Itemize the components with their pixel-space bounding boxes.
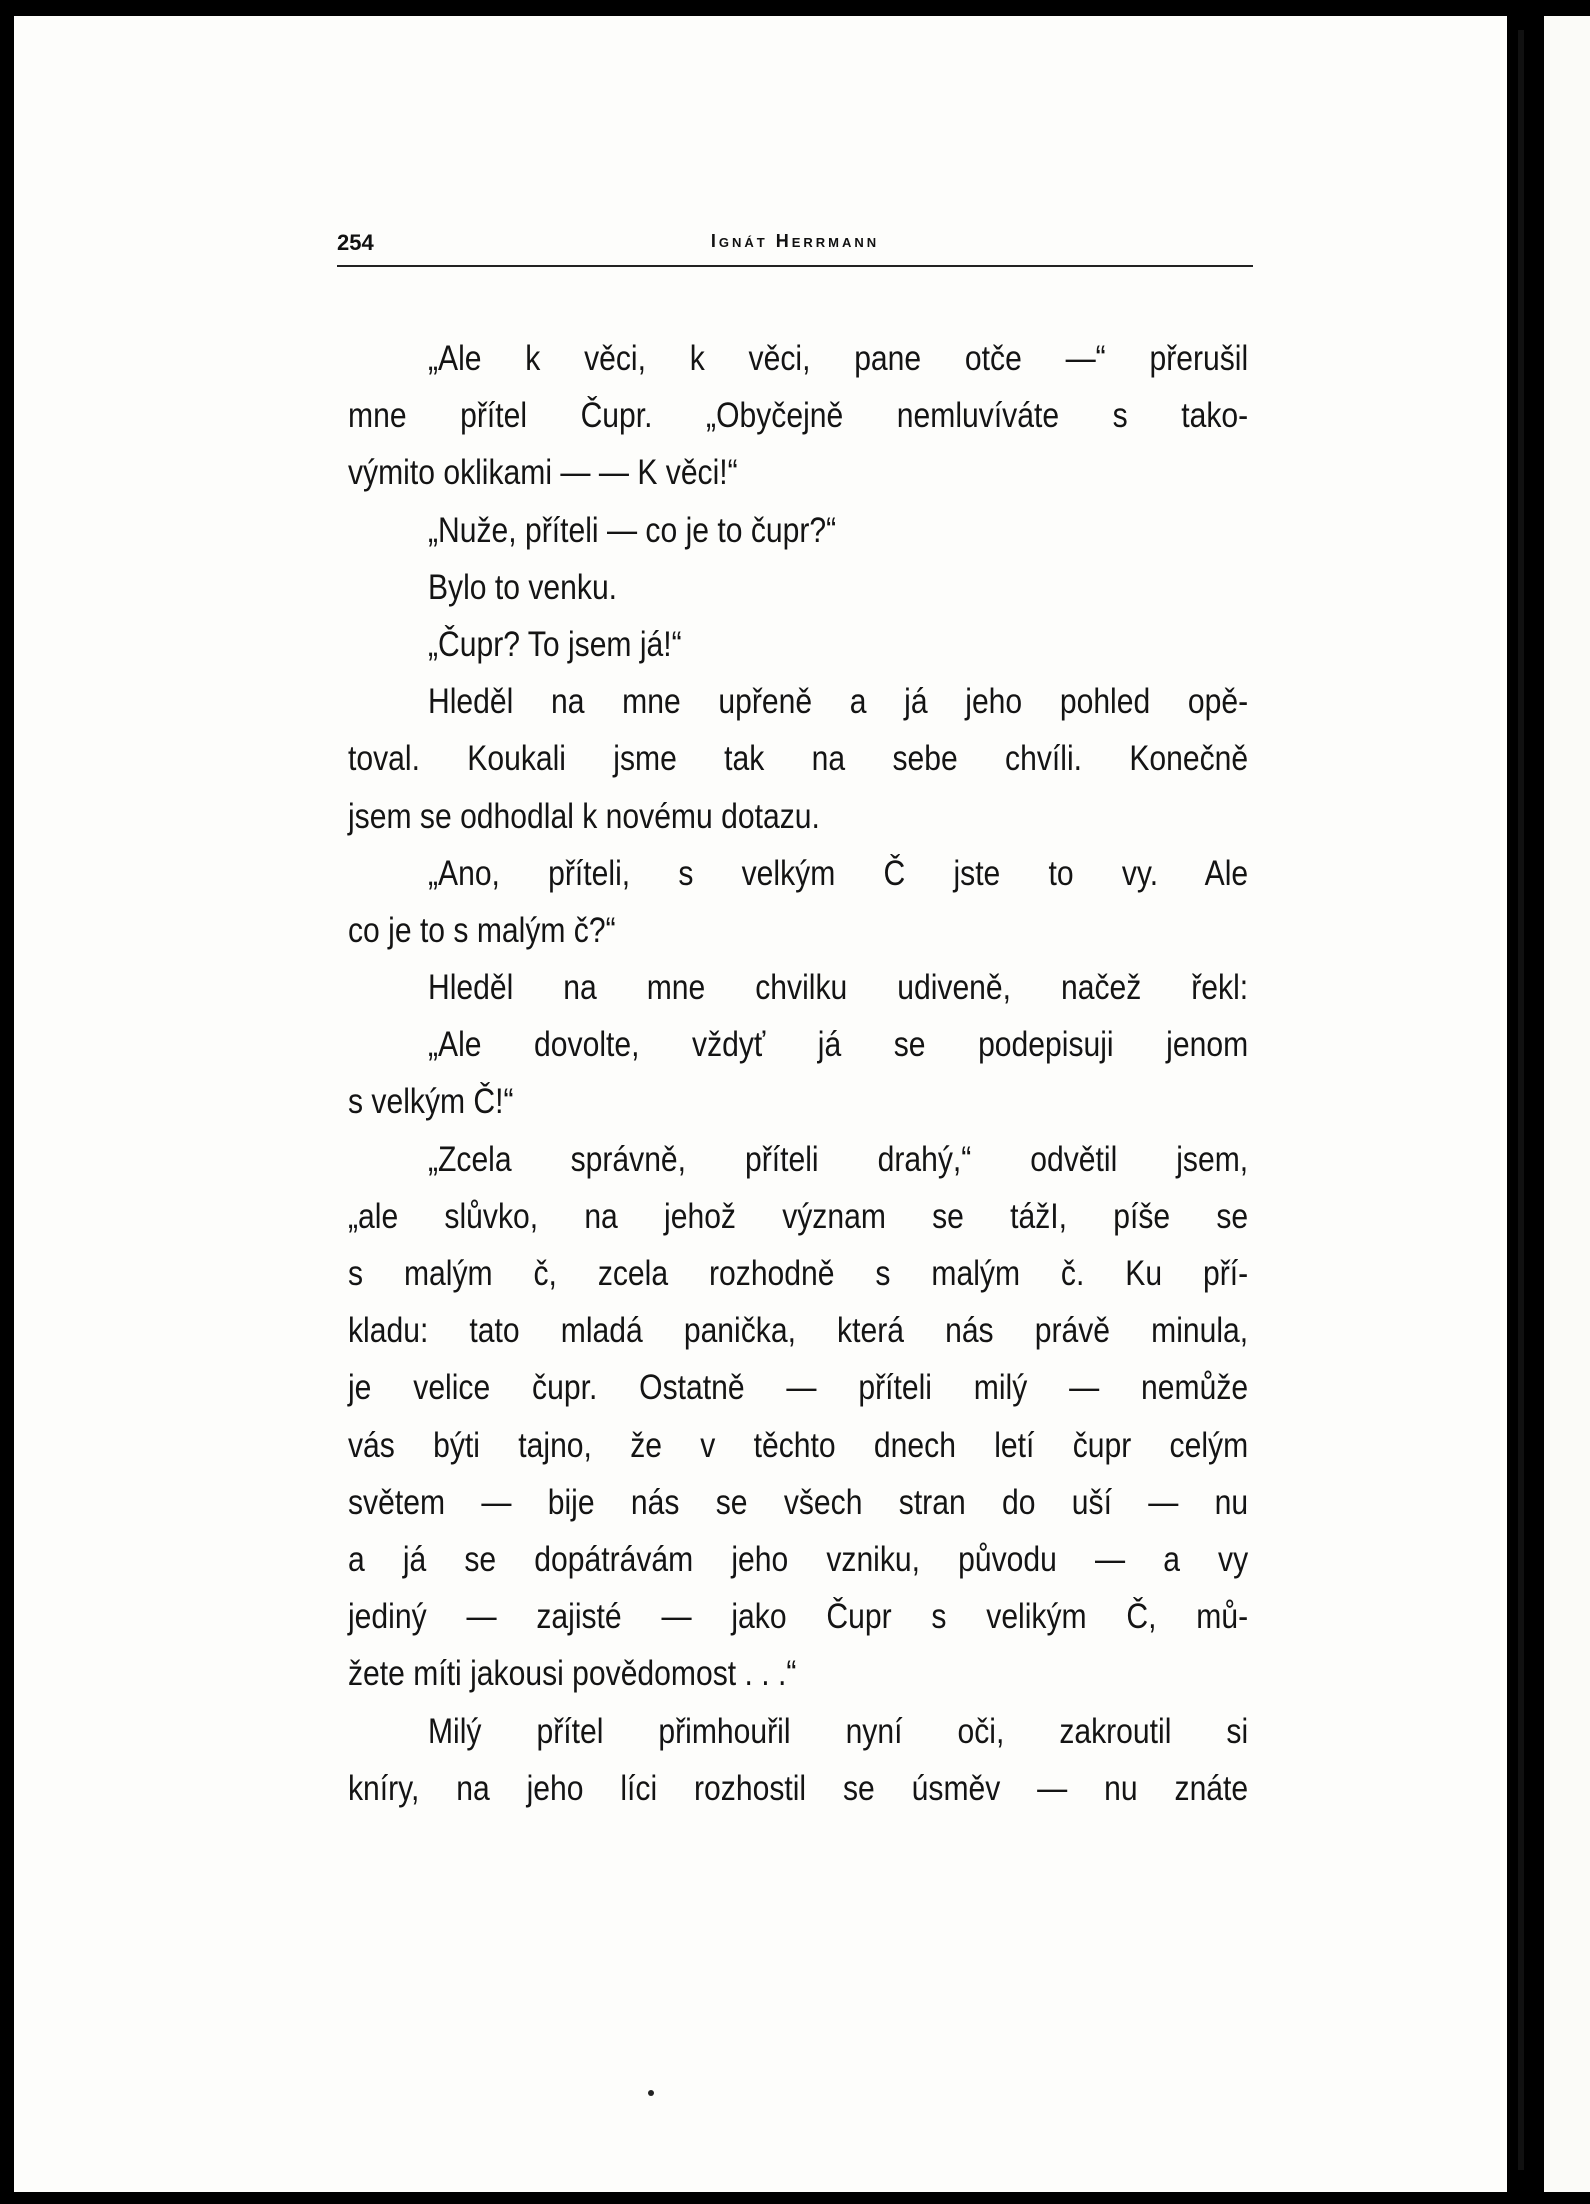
text-line: „Zcela správně, příteli drahý,“ odvětil jsem, <box>427 1139 1249 1179</box>
header-rule <box>337 265 1253 267</box>
text-line: vás býti tajno, že v těchto dnech letí čupr celým <box>348 1425 1249 1465</box>
page-header <box>337 230 1253 270</box>
text-line: kníry, na jeho líci rozhostil se úsměv — nu znáte <box>348 1768 1249 1808</box>
body-text <box>348 330 1248 1817</box>
text-line: „Ale dovolte, vždyť já se podepisuji jenom <box>427 1025 1249 1065</box>
text-line: je velice čupr. Ostatně — příteli milý — nemůže <box>348 1368 1249 1408</box>
text-line: Milý přítel přimhouřil nyní oči, zakroutil si <box>427 1711 1249 1751</box>
text-line: „Čupr? To jsem já!“ <box>427 624 682 664</box>
text-line: Hleděl na mne chvilku udiveně, načež řekl: <box>427 968 1249 1008</box>
page-gutter-edge <box>1518 30 1524 2170</box>
text-line: Bylo to venku. <box>427 567 618 607</box>
text-line: toval. Koukali jsme tak na sebe chvíli. Konečně <box>348 739 1249 779</box>
running-head: Ignát Herrmann <box>710 231 880 251</box>
text-line: kladu: tato mladá panička, která nás právě minula, <box>348 1311 1249 1351</box>
text-line: „Ale k věci, k věci, pane otče —“ přerušil <box>427 339 1249 378</box>
next-page-edge <box>1544 16 1590 2192</box>
text-line: jsem se odhodlal k novému dotazu. <box>348 796 820 836</box>
text-line: žete míti jakousi povědomost . . .“ <box>348 1654 797 1694</box>
text-line: co je to s malým č?“ <box>348 910 616 950</box>
text-line: výmito oklikami — — K věci!“ <box>348 453 738 493</box>
text-line: mne přítel Čupr. „Obyčejně nemluvíváte s tako- <box>348 396 1249 436</box>
text-line: s malým č, zcela rozhodně s malým č. Ku pří- <box>348 1254 1249 1293</box>
text-line: „Ano, příteli, s velkým Č jste to vy. Ale <box>427 853 1249 893</box>
text-line: „Nuže, příteli — co je to čupr?“ <box>427 510 837 550</box>
text-line: jediný — zajisté — jako Čupr s velikým Č, mů- <box>348 1597 1249 1637</box>
stray-dot <box>648 2090 654 2096</box>
text-line: s velkým Č!“ <box>348 1082 514 1122</box>
text-line: „ale slůvko, na jehož význam se tážI, píše se <box>348 1196 1249 1236</box>
text-line: a já se dopátrávám jeho vzniku, původu — a vy <box>348 1539 1249 1579</box>
page-number: 254 <box>337 230 374 255</box>
text-line: Hleděl na mne upřeně a já jeho pohled opě- <box>427 682 1249 722</box>
text-line: světem — bije nás se všech stran do uší — nu <box>348 1482 1249 1522</box>
